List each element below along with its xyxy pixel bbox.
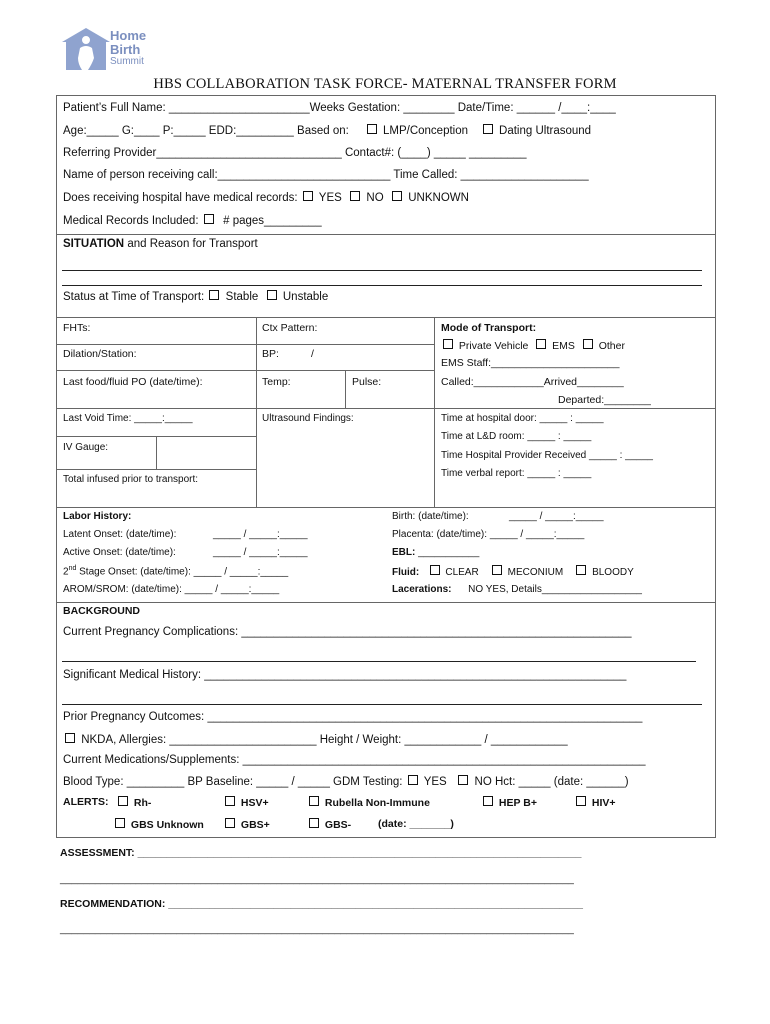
gbs-negative-checkbox[interactable] (309, 818, 319, 828)
dating-ultrasound-label: Dating Ultrasound (499, 125, 592, 137)
rh-label: Rh- (133, 797, 152, 809)
bp-label[interactable]: BP: (262, 348, 279, 360)
latent-onset-label: Latent Onset: (date/time): (63, 529, 177, 540)
complications-line[interactable] (62, 661, 696, 662)
other-label: Other (598, 340, 625, 352)
provider-received-time[interactable]: Time Hospital Provider Received _____ : _____ (441, 450, 653, 461)
status-label: Status at Time of Transport: (63, 291, 205, 303)
nkda-allergies-field[interactable]: NKDA, Allergies: _______________________ Height / Weight: ____________ / ____________ (81, 734, 568, 746)
gdm-no-checkbox[interactable] (458, 775, 468, 785)
birth-label: Birth: (date/time): (392, 511, 469, 522)
ctx-pattern-label[interactable]: Ctx Pattern: (262, 322, 318, 334)
pulse-label[interactable]: Pulse: (352, 376, 382, 388)
gbs-positive-option (223, 818, 270, 831)
iv-gauge-divider (156, 436, 157, 469)
ebl-label: EBL: (392, 547, 416, 558)
records-no-label: NO (366, 192, 384, 204)
gdm-yes-label: YES (423, 776, 447, 788)
hepb-checkbox[interactable] (483, 796, 493, 806)
receiving-call-row[interactable]: Name of person receiving call:___________________________ Time Called: ____________________ (63, 169, 589, 181)
medical-records-label: Does receiving hospital have medical records: (63, 192, 298, 204)
timing-row-line-2 (56, 469, 256, 470)
latent-onset-field[interactable]: _____ / _____:_____ (213, 529, 308, 540)
situation-line-1[interactable] (62, 270, 702, 271)
hsv-label: HSV+ (240, 797, 269, 809)
alerts-row-1 (63, 796, 109, 808)
records-no-checkbox[interactable] (350, 191, 360, 201)
pages-field[interactable]: # pages_________ (223, 215, 322, 227)
logo-line-home: Home (110, 28, 147, 43)
logo-text (110, 29, 146, 67)
current-medications-field[interactable]: Current Medications/Supplements: _______________________________________________________________ (63, 754, 646, 766)
records-yes-checkbox[interactable] (303, 191, 313, 201)
meconium-label: MECONIUM (507, 567, 564, 578)
nkda-row (63, 733, 568, 746)
pregnancy-complications-field[interactable]: Current Pregnancy Complications: _____________________________________________________________ (63, 626, 632, 638)
records-included-row (63, 214, 322, 227)
recommendation-field[interactable]: RECOMMENDATION: _______________________________________________________________________ (60, 898, 583, 910)
situation-label: SITUATION (63, 238, 125, 250)
logo-line-birth: Birth (110, 42, 141, 57)
rh-option (116, 796, 151, 809)
patient-name-row[interactable]: Patient’s Full Name: ______________________Weeks Gestation: ________ Date/Time: ______ /____:____ (63, 102, 616, 114)
temp-label[interactable]: Temp: (262, 376, 291, 388)
dilation-label[interactable]: Dilation/Station: (63, 348, 137, 360)
bloody-checkbox[interactable] (576, 565, 586, 575)
dating-ultrasound-checkbox[interactable] (483, 124, 493, 134)
nkda-checkbox[interactable] (65, 733, 75, 743)
second-stage-number: 2 (63, 566, 69, 578)
clear-checkbox[interactable] (430, 565, 440, 575)
last-food-label[interactable]: Last food/fluid PO (date/time): (63, 376, 203, 388)
second-stage-suffix: nd (68, 565, 77, 572)
birth-field[interactable]: _____ / _____:_____ (509, 511, 604, 522)
assessment-field[interactable]: ASSESSMENT: ____________________________________________________________________________ (60, 847, 582, 859)
mode-of-transport-heading: Mode of Transport: (441, 322, 537, 334)
gbs-unknown-checkbox[interactable] (115, 818, 125, 828)
called-arrived-field[interactable]: Called:____________Arrived________ (441, 376, 624, 388)
vitals-divider-1 (256, 317, 257, 409)
unstable-checkbox[interactable] (267, 290, 277, 300)
prior-pregnancy-field[interactable]: Prior Pregnancy Outcomes: ____________________________________________________________________ (63, 711, 643, 723)
hiv-label: HIV+ (591, 797, 616, 809)
verbal-report-time[interactable]: Time verbal report: _____ : _____ (441, 468, 592, 479)
medical-records-row (63, 191, 469, 204)
meconium-checkbox[interactable] (492, 565, 502, 575)
hospital-door-time[interactable]: Time at hospital door: _____ : _____ (441, 413, 604, 424)
gbs-unknown-label: GBS Unknown (130, 819, 204, 831)
timing-divider-2 (434, 408, 435, 508)
hiv-option (574, 796, 616, 809)
assessment-line[interactable]: ________________________________________________________________________________________ (60, 873, 574, 885)
fhts-label[interactable]: FHTs: (63, 322, 91, 334)
labor-history-heading: Labor History: (63, 511, 132, 522)
last-void-field[interactable]: Last Void Time: _____:_____ (63, 413, 193, 424)
hepb-label: HEP B+ (498, 797, 537, 809)
recommendation-line[interactable]: ________________________________________________________________________________________ (60, 923, 574, 935)
ems-checkbox[interactable] (536, 339, 546, 349)
records-included-label: Medical Records Included: (63, 215, 199, 227)
vitals-row-line-2 (56, 370, 434, 371)
alerts-label: ALERTS: (63, 796, 109, 808)
other-checkbox[interactable] (583, 339, 593, 349)
bloody-label: BLOODY (592, 567, 634, 578)
lacerations-options: NO YES, Details__________________ (468, 584, 642, 595)
vitals-row-line-1 (56, 344, 434, 345)
ems-label: EMS (552, 340, 575, 352)
gbs-positive-checkbox[interactable] (225, 818, 235, 828)
stable-label: Stable (225, 291, 259, 303)
referring-provider-row[interactable]: Referring Provider_____________________________ Contact#: (____) _____ _________ (63, 147, 527, 159)
bp-slash: / (311, 348, 314, 360)
significant-history-line[interactable] (62, 704, 702, 705)
ld-room-time[interactable]: Time at L&D room: _____ : _____ (441, 431, 592, 442)
rh-checkbox[interactable] (118, 796, 128, 806)
active-onset-label: Active Onset: (date/time): (63, 547, 176, 558)
private-vehicle-checkbox[interactable] (443, 339, 453, 349)
lmp-checkbox[interactable] (367, 124, 377, 134)
situation-line-2[interactable] (62, 285, 702, 286)
records-unknown-label: UNKNOWN (408, 192, 469, 204)
fluid-row (392, 565, 634, 578)
ebl-field[interactable] (392, 547, 479, 558)
rubella-label: Rubella Non-Immune (324, 797, 430, 809)
active-onset-field[interactable]: _____ / _____:_____ (213, 547, 308, 558)
transport-mode-row (441, 339, 625, 352)
clear-label: CLEAR (445, 567, 479, 578)
gbs-unknown-option (113, 818, 204, 831)
iv-gauge-label[interactable]: IV Gauge: (63, 442, 109, 453)
private-vehicle-label: Private Vehicle (458, 340, 529, 352)
departed-field[interactable]: Departed:________ (558, 394, 651, 406)
total-infused-label[interactable]: Total infused prior to transport: (63, 474, 199, 485)
gbs-positive-label: GBS+ (240, 819, 270, 831)
records-included-checkbox[interactable] (204, 214, 214, 224)
logo-line-summit: Summit (110, 56, 144, 67)
hiv-checkbox[interactable] (576, 796, 586, 806)
records-yes-label: YES (318, 192, 342, 204)
hsv-checkbox[interactable] (225, 796, 235, 806)
vitals-divider-2 (434, 317, 435, 409)
gdm-yes-checkbox[interactable] (408, 775, 418, 785)
vitals-divider-3 (345, 370, 346, 409)
rubella-checkbox[interactable] (309, 796, 319, 806)
hsv-option (223, 796, 269, 809)
second-stage-onset-field[interactable] (63, 565, 288, 577)
gbs-negative-option (307, 818, 351, 831)
blood-type-row (63, 775, 629, 788)
blood-type-field[interactable]: Blood Type: _________ BP Baseline: _____ / _____ GDM Testing: (63, 776, 403, 788)
hct-field[interactable]: NO Hct: _____ (date: ______) (474, 776, 629, 788)
ultrasound-findings-label[interactable]: Ultrasound Findings: (262, 413, 354, 424)
rubella-option (307, 796, 430, 809)
significant-history-field[interactable]: Significant Medical History: __________________________________________________________________ (63, 669, 627, 681)
lacerations-row[interactable] (392, 584, 642, 595)
ems-staff-field[interactable]: EMS Staff:______________________ (441, 357, 620, 369)
second-stage-rest: Stage Onset: (date/time): _____ / _____:_____ (76, 566, 289, 578)
arom-srom-field[interactable]: AROM/SROM: (date/time): _____ / _____:_____ (63, 584, 280, 595)
status-row (63, 290, 328, 303)
gbs-date-field[interactable]: (date: _______) (378, 818, 454, 830)
form-title: HBS COLLABORATION TASK FORCE- MATERNAL TRANSFER FORM (153, 76, 617, 92)
age-gp-edd-fields[interactable]: Age:_____ G:____ P:_____ EDD:_________ Based on: (63, 125, 349, 137)
age-row (63, 124, 591, 137)
ebl-value: ___________ (415, 547, 480, 558)
situation-heading (63, 238, 258, 250)
timing-divider-1 (256, 408, 257, 508)
gbs-negative-label: GBS- (324, 819, 352, 831)
lmp-label: LMP/Conception (383, 125, 469, 137)
background-heading: BACKGROUND (63, 605, 140, 617)
fluid-label: Fluid: (392, 567, 420, 578)
placenta-field[interactable]: Placenta: (date/time): _____ / _____:_____ (392, 529, 585, 540)
situation-rest: and Reason for Transport (124, 238, 258, 250)
unstable-label: Unstable (282, 291, 329, 303)
hepb-option (481, 796, 537, 809)
lacerations-label: Lacerations: (392, 584, 452, 595)
timing-row-line-1 (56, 436, 256, 437)
stable-checkbox[interactable] (209, 290, 219, 300)
records-unknown-checkbox[interactable] (392, 191, 402, 201)
